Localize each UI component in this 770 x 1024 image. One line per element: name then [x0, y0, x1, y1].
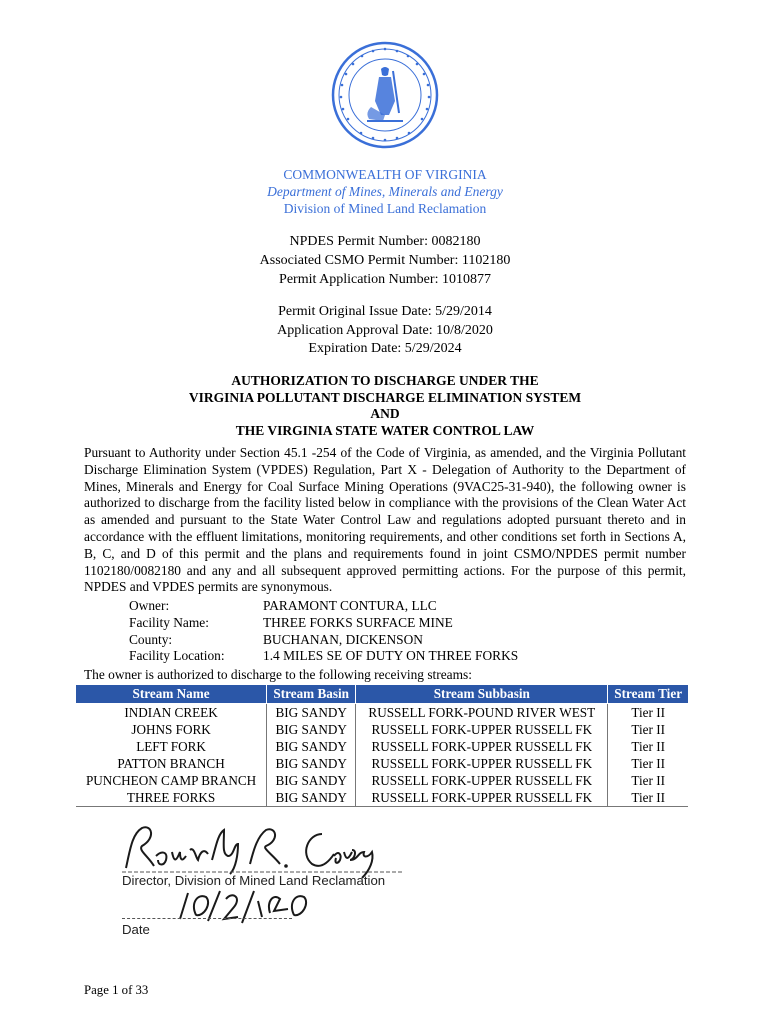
col-stream-name: Stream Name: [76, 685, 267, 704]
npdes-permit-number: NPDES Permit Number: 0082180: [289, 234, 481, 249]
authorization-line-4: THE VIRGINIA STATE WATER CONTROL LAW: [235, 422, 535, 438]
approval-date: Application Approval Date: 10/8/2020: [277, 322, 493, 338]
table-row: [76, 755, 688, 772]
stream-name-cell: PUNCHEON CAMP BRANCH: [76, 772, 267, 789]
stream-subbasin-cell: RUSSELL FORK-UPPER RUSSELL FK: [356, 772, 608, 789]
facility-location-row: [129, 648, 518, 665]
department-name: Department of Mines, Minerals and Energy: [267, 184, 503, 199]
date-line: [122, 918, 292, 919]
handwritten-date: [170, 885, 320, 925]
authorization-line-3: AND: [370, 406, 400, 421]
stream-name-cell: THREE FORKS: [76, 789, 267, 807]
page-number: Page 1 of 33: [84, 983, 149, 997]
table-row: [76, 721, 688, 738]
table-row: [76, 772, 688, 789]
facility-location-label: Facility Location:: [129, 648, 225, 664]
division-name: Division of Mined Land Reclamation: [283, 201, 487, 216]
stream-tier-cell: Tier II: [608, 704, 688, 722]
stream-basin-cell: BIG SANDY: [267, 755, 356, 772]
stream-subbasin-cell: RUSSELL FORK-POUND RIVER WEST: [356, 704, 608, 722]
facility-location-value: 1.4 MILES SE OF DUTY ON THREE FORKS: [263, 648, 519, 664]
stream-subbasin-cell: RUSSELL FORK-UPPER RUSSELL FK: [356, 789, 608, 807]
streams-intro: The owner is authorized to discharge to the following receiving streams:: [84, 667, 472, 682]
stream-tier-cell: Tier II: [608, 755, 688, 772]
table-header-row: [76, 685, 688, 704]
authorization-line-1: AUTHORIZATION TO DISCHARGE UNDER THE: [231, 373, 539, 388]
stream-tier-cell: Tier II: [608, 772, 688, 789]
permit-dates: [0, 303, 770, 359]
county-label: County:: [129, 631, 173, 647]
owner-row: [129, 598, 518, 615]
stream-name-cell: PATTON BRANCH: [76, 755, 267, 772]
col-stream-subbasin: Stream Subbasin: [356, 685, 608, 704]
stream-basin-cell: BIG SANDY: [267, 721, 356, 738]
owner-label: Owner:: [129, 598, 170, 613]
date-label: Date: [122, 922, 150, 937]
facility-info: [129, 598, 518, 665]
stream-name-cell: INDIAN CREEK: [76, 704, 267, 722]
agency-header: [0, 166, 770, 217]
stream-name-cell: JOHNS FORK: [76, 721, 267, 738]
director-title-label: Director, Division of Mined Land Reclamation: [122, 873, 386, 888]
county-row: [129, 632, 518, 649]
stream-basin-cell: BIG SANDY: [267, 772, 356, 789]
county-value: BUCHANAN, DICKENSON: [263, 631, 423, 647]
permit-numbers: [0, 232, 770, 289]
facility-name-label: Facility Name:: [129, 614, 209, 630]
table-row: [76, 738, 688, 755]
facility-name-row: [129, 615, 518, 632]
commonwealth-title: COMMONWEALTH OF VIRGINIA: [283, 167, 487, 182]
stream-basin-cell: BIG SANDY: [267, 738, 356, 755]
owner-value: PARAMONT CONTURA, LLC: [263, 598, 437, 613]
issue-date: Permit Original Issue Date: 5/29/2014: [278, 304, 492, 319]
stream-name-cell: LEFT FORK: [76, 738, 267, 755]
stream-tier-cell: Tier II: [608, 721, 688, 738]
facility-name-value: THREE FORKS SURFACE MINE: [263, 614, 453, 630]
director-signature: [112, 820, 402, 880]
table-row: [76, 704, 688, 722]
stream-tier-cell: Tier II: [608, 738, 688, 755]
authorization-title: [0, 373, 770, 439]
stream-basin-cell: BIG SANDY: [267, 789, 356, 807]
expiration-date: Expiration Date: 5/29/2024: [308, 341, 462, 356]
authorization-line-2: VIRGINIA POLLUTANT DISCHARGE ELIMINATION SYSTEM: [188, 389, 582, 405]
csmo-permit-number: Associated CSMO Permit Number: 1102180: [259, 253, 511, 268]
stream-subbasin-cell: RUSSELL FORK-UPPER RUSSELL FK: [356, 721, 608, 738]
col-stream-tier: Stream Tier: [608, 685, 688, 704]
authority-paragraph: Pursuant to Authority under Section 45.1 -254 of the Code of Virginia, as amended, and the Virginia Pollutant Discharge Elimination System (VPDES) Regulation, Part X - Delegation of Authority to the Department of Mines, Minerals and Energy for Coal Surface Mining Operations (9VAC25-31-940), the following owner is authorized to discharge from the facility listed below in compliance with the provisions of the Clean Water Act as amended and pursuant to the State Water Control Law and regulations adopted pursuant thereto and in accordance with the effluent limitations, monitoring requirements, and other conditions set forth in Sections A, B, C, and D of this permit and the plans and requirements found in joint CSMO/NPDES permit number 1102180/0082180 and any and all subsequent approved permitting actions. For the purpose of this permit, NPDES and VPDES permits are synonymous.: [84, 445, 686, 595]
stream-subbasin-cell: RUSSELL FORK-UPPER RUSSELL FK: [356, 755, 608, 772]
stream-subbasin-cell: RUSSELL FORK-UPPER RUSSELL FK: [356, 738, 608, 755]
col-stream-basin: Stream Basin: [267, 685, 356, 704]
virginia-state-seal-icon: [331, 41, 439, 149]
stream-tier-cell: Tier II: [608, 789, 688, 807]
application-number: Permit Application Number: 1010877: [279, 272, 491, 287]
table-row: [76, 789, 688, 807]
streams-table: [76, 684, 688, 807]
stream-basin-cell: BIG SANDY: [267, 704, 356, 722]
